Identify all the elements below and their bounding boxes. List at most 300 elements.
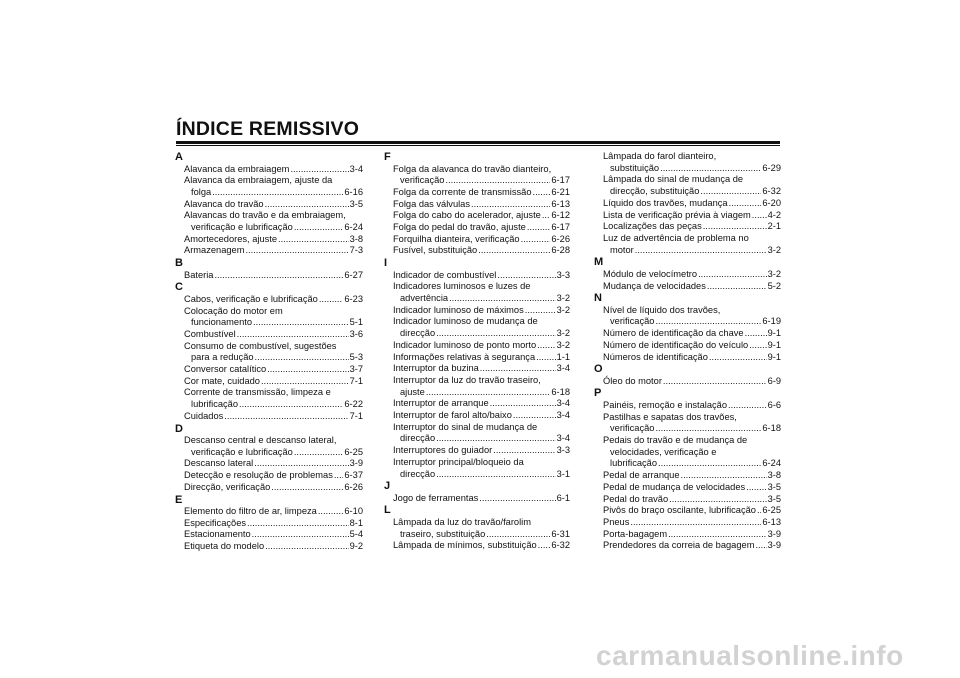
index-entry-text: Indicador de combustível (393, 269, 497, 280)
index-entry (594, 245, 781, 257)
index-entry-page: 3-4 (556, 433, 570, 444)
dot-leader (752, 210, 767, 222)
index-entry (594, 517, 781, 529)
index-entry-text: Localizações das peças (603, 221, 702, 232)
dot-leader (655, 316, 761, 328)
index-entry-page: 6-37 (344, 470, 363, 481)
index-letter-heading: D (175, 422, 183, 435)
index-entry-page: 3-2 (556, 328, 570, 339)
index-entry (384, 540, 570, 552)
index-entry-page: 6-10 (344, 506, 363, 517)
index-entry (594, 186, 781, 198)
dot-leader (707, 281, 767, 293)
index-entry-text: verificação (610, 316, 655, 327)
index-entry-text: Folga da corrente de transmissão (393, 186, 532, 197)
index-entry (594, 423, 781, 435)
index-letter-heading: P (594, 387, 602, 400)
index-entry-text: verificação e lubrificação (191, 222, 293, 233)
index-entry-page: 6-1 (556, 492, 570, 503)
index-entry-line: Alavancas do travão e da embraiagem, (184, 210, 346, 221)
index-entry-page: 6-31 (551, 528, 570, 539)
dot-leader (252, 529, 349, 541)
dot-leader (709, 352, 767, 364)
index-entry-page: 7-3 (349, 245, 363, 256)
index-entry (175, 222, 363, 234)
index-entry (594, 458, 781, 470)
dot-leader (271, 482, 343, 494)
index-entry-page: 9-2 (349, 541, 363, 552)
index-entry (175, 518, 363, 530)
index-entry-page: 7-1 (349, 375, 363, 386)
index-entry-text: Alavanca do travão (184, 198, 264, 209)
index-entry (384, 222, 570, 234)
dot-leader (728, 400, 767, 412)
dot-leader (493, 445, 555, 457)
index-entry (175, 506, 363, 518)
dot-leader (224, 411, 348, 423)
index-entry (594, 529, 781, 541)
dot-leader (480, 363, 556, 375)
dot-leader (635, 245, 767, 257)
dot-leader (212, 187, 343, 199)
index-entry-page: 4-2 (767, 209, 781, 220)
index-entry-text: Fusível, substituição (393, 245, 478, 256)
index-entry-text: Óleo do motor (603, 375, 662, 386)
index-entry (594, 482, 781, 494)
index-entry-line: Pedais do travão e de mudança de (603, 435, 748, 446)
index-entry (384, 293, 570, 305)
dot-leader (436, 469, 555, 481)
index-entry (175, 294, 363, 306)
index-entry-text: Módulo de velocímetro (603, 268, 698, 279)
index-entry-page: 3-4 (556, 410, 570, 421)
dot-leader (319, 294, 344, 306)
index-entry-text: Prendedores da correia de bagagem (603, 540, 755, 551)
index-entry-text: Número de identificação do veículo (603, 339, 749, 350)
index-entry-page: 3-2 (767, 244, 781, 255)
index-entry (594, 400, 781, 412)
index-entry-line: Nível de líquido dos travões, (603, 304, 721, 315)
index-entry-line: Indicadores luminosos e luzes de (393, 281, 531, 292)
dot-leader (449, 293, 555, 305)
index-entry-text: motor (610, 244, 634, 255)
index-entry-page: 6-28 (551, 245, 570, 256)
index-entry (384, 175, 570, 187)
index-entry-text: Pivôs do braço oscilante, lubrificação (603, 505, 756, 516)
index-entry-page: 3-8 (767, 470, 781, 481)
dot-leader (214, 270, 343, 282)
title-rule-thick (176, 141, 780, 144)
index-letter-heading: F (384, 151, 391, 163)
index-entry-line: Lâmpada do sinal de mudança de (603, 174, 744, 185)
index-entry (175, 352, 363, 364)
index-entry-page: 6-21 (551, 186, 570, 197)
index-letter-heading: M (594, 256, 604, 269)
dot-leader (527, 222, 551, 234)
index-entry-page: 6-17 (551, 222, 570, 233)
index-entry-text: Jogo de ferramentas (393, 492, 479, 503)
index-entry-text: Números de identificação (603, 351, 708, 362)
index-entry-text: Detecção e resolução de problemas (184, 470, 333, 481)
index-entry (175, 541, 363, 553)
index-entry-text: Conversor catalítico (184, 364, 267, 375)
index-entry (384, 363, 570, 375)
index-entry-text: Estacionamento (184, 529, 251, 540)
dot-leader (490, 398, 556, 410)
dot-leader (486, 529, 550, 541)
dot-leader (290, 164, 348, 176)
index-entry (384, 340, 570, 352)
index-entry-line: Alavanca da embraiagem, ajuste da (184, 175, 333, 186)
index-entry-page: 9-1 (767, 339, 781, 350)
index-entry-text: Pedal de arranque (603, 470, 680, 481)
index-column-3 (594, 151, 781, 552)
index-entry-line: Pastilhas e sapatas dos travões, (603, 411, 737, 422)
index-entry-text: lubrificação (191, 399, 239, 410)
watermark: carmanualsonline.info (596, 640, 904, 671)
index-entry (594, 540, 781, 552)
index-entry-page: 6-13 (551, 198, 570, 209)
index-entry-text: Direcção, verificação (184, 481, 271, 492)
index-letter-heading: C (175, 281, 183, 294)
index-entry-text: folga (191, 186, 212, 197)
index-entry-text: Amortecedores, ajuste (184, 233, 278, 244)
index-entry-page: 6-26 (551, 233, 570, 244)
index-entry-page: 5-2 (767, 280, 781, 291)
index-entry-page: 3-9 (767, 540, 781, 551)
index-entry (175, 447, 363, 459)
index-entry (384, 328, 570, 340)
index-entry (175, 187, 363, 199)
index-entry-page: 3-3 (556, 445, 570, 456)
index-entry-line: Interruptor do sinal de mudança de (393, 421, 538, 432)
dot-leader (681, 470, 767, 482)
index-entry (384, 245, 570, 257)
index-entry-page: 3-2 (556, 293, 570, 304)
index-entry-text: Folga do cabo do acelerador, ajuste (393, 210, 541, 221)
index-entry-page: 6-27 (344, 269, 363, 280)
index-letter-heading: J (384, 480, 391, 493)
index-entry (384, 210, 570, 222)
index-entry-page: 3-7 (349, 364, 363, 375)
index-entry (175, 329, 363, 341)
dot-leader (426, 387, 551, 399)
index-entry-page: 1-1 (556, 351, 570, 362)
index-entry-text: verificação (610, 423, 655, 434)
index-entry-page: 6-32 (762, 186, 781, 197)
dot-leader (265, 541, 348, 553)
index-entry-line: Consumo de combustível, sugestões (184, 340, 337, 351)
index-column-2 (384, 151, 570, 552)
index-entry (175, 529, 363, 541)
index-entry (384, 270, 570, 282)
dot-leader (533, 187, 551, 199)
index-letter-heading: O (594, 363, 603, 376)
index-entry-text: Forquilha dianteira, verificação (393, 233, 520, 244)
index-entry (384, 398, 570, 410)
index-entry-line: Descanso central e descanso lateral, (184, 435, 337, 446)
index-entry-page: 3-4 (349, 163, 363, 174)
index-entry (384, 199, 570, 211)
dot-leader (755, 540, 766, 552)
index-entry-line: velocidades, verificação e (610, 446, 717, 457)
index-entry-line: Corrente de transmissão, limpeza e (184, 387, 331, 398)
index-entry-text: Painéis, remoção e instalação (603, 399, 728, 410)
index-entry-page: 6-29 (762, 162, 781, 173)
index-entry-text: Cuidados (184, 410, 224, 421)
index-entry-page: 8-1 (349, 517, 363, 528)
index-entry-text: direcção (400, 468, 436, 479)
dot-leader (261, 376, 349, 388)
index-entry-page: 7-1 (349, 410, 363, 421)
dot-leader (655, 423, 761, 435)
index-entry (594, 340, 781, 352)
index-entry-text: Número de identificação da chave (603, 328, 744, 339)
index-entry (594, 221, 781, 233)
index-entry-text: funcionamento (191, 317, 252, 328)
index-letter-heading: N (594, 292, 602, 305)
index-entry-page: 5-3 (349, 352, 363, 363)
index-entry-page: 6-18 (551, 386, 570, 397)
dot-leader (525, 305, 556, 317)
index-entry-page: 6-23 (344, 293, 363, 304)
index-entry (384, 234, 570, 246)
index-entry (594, 328, 781, 340)
index-entry-text: Pedal de mudança de velocidades (603, 481, 746, 492)
index-entry-text: ajuste (400, 386, 425, 397)
index-entry-text: Lista de verificação prévia à viagem (603, 209, 751, 220)
index-entry (594, 198, 781, 210)
index-entry-text: Etiqueta do modelo (184, 541, 265, 552)
index-entry (175, 164, 363, 176)
dot-leader (294, 222, 344, 234)
index-entry-text: Elemento do filtro de ar, limpeza (184, 506, 317, 517)
index-entry-text: Indicador luminoso de ponto morto (393, 339, 537, 350)
dot-leader (663, 376, 767, 388)
dot-leader (318, 506, 344, 518)
index-entry-page: 6-16 (344, 186, 363, 197)
index-entry (175, 364, 363, 376)
index-entry-text: Indicador luminoso de máximos (393, 304, 524, 315)
index-entry-page: 6-19 (762, 316, 781, 327)
dot-leader (436, 328, 555, 340)
dot-leader (278, 234, 349, 246)
index-entry-line: Luz de advertência de problema no (603, 232, 749, 243)
dot-leader (669, 494, 766, 506)
dot-leader (513, 410, 556, 422)
index-entry (175, 399, 363, 411)
dot-leader (237, 329, 349, 341)
dot-leader (479, 493, 555, 505)
index-entry-page: 3-6 (349, 328, 363, 339)
dot-leader (698, 269, 767, 281)
index-entry-page: 6-13 (762, 516, 781, 527)
index-entry-page: 6-17 (551, 175, 570, 186)
index-entry (175, 245, 363, 257)
index-entry-text: Porta-bagagem (603, 528, 668, 539)
title-rule-thin (176, 145, 780, 146)
index-entry-text: Interruptor da buzina (393, 363, 479, 374)
index-entry-text: direcção, substituição (610, 186, 700, 197)
index-entry (175, 470, 363, 482)
dot-leader (445, 175, 550, 187)
index-entry-page: 6-25 (344, 446, 363, 457)
index-entry-page: 3-8 (349, 233, 363, 244)
index-entry (384, 352, 570, 364)
dot-leader (265, 199, 349, 211)
index-entry-line: Interruptor da luz do travão traseiro, (393, 374, 541, 385)
index-entry-text: Combustível (184, 328, 236, 339)
index-column-1 (175, 151, 363, 553)
index-entry (384, 410, 570, 422)
index-entry (594, 505, 781, 517)
index-letter-heading: B (175, 257, 183, 270)
dot-leader (239, 399, 343, 411)
dot-leader (757, 505, 761, 517)
index-entry (594, 376, 781, 388)
index-entry (175, 317, 363, 329)
index-entry-text: verificação (400, 175, 445, 186)
dot-leader (537, 340, 555, 352)
index-entry-page: 6-25 (762, 505, 781, 516)
dot-leader (245, 245, 348, 257)
index-entry-line: Lâmpada do farol dianteiro, (603, 151, 717, 161)
dot-leader (497, 270, 555, 282)
index-entry-text: Interruptores do guiador (393, 445, 493, 456)
index-entry-text: direcção (400, 328, 436, 339)
index-entry (175, 458, 363, 470)
index-entry (594, 494, 781, 506)
index-entry (175, 376, 363, 388)
index-entry-text: Pneus (603, 516, 630, 527)
index-entry-page: 3-5 (767, 481, 781, 492)
dot-leader (700, 186, 761, 198)
index-entry-text: Armazenagem (184, 245, 245, 256)
index-entry-text: Lâmpada de mínimos, substituição (393, 540, 537, 551)
index-entry (384, 305, 570, 317)
index-entry (594, 352, 781, 364)
index-entry-page: 6-26 (344, 481, 363, 492)
index-entry-page: 3-9 (349, 458, 363, 469)
index-entry-page: 3-2 (556, 339, 570, 350)
index-entry-page: 6-24 (344, 222, 363, 233)
dot-leader (660, 163, 761, 175)
index-entry-text: Interruptor de arranque (393, 398, 489, 409)
index-entry (175, 199, 363, 211)
index-entry (384, 387, 570, 399)
index-entry-text: verificação e lubrificação (191, 446, 293, 457)
index-entry-page: 6-12 (551, 210, 570, 221)
index-entry-text: Descanso lateral (184, 458, 254, 469)
index-entry (175, 411, 363, 423)
index-entry (384, 529, 570, 541)
dot-leader (538, 540, 551, 552)
index-entry-line: Lâmpada da luz do travão/farolim (393, 516, 531, 527)
index-entry-page: 2-1 (767, 221, 781, 232)
index-entry-line: Folga da alavanca do travão dianteiro, (393, 163, 552, 174)
index-letter-heading: I (384, 257, 388, 270)
index-entry-text: Cor mate, cuidado (184, 375, 260, 386)
index-entry-text: Cabos, verificação e lubrificação (184, 293, 318, 304)
index-entry-text: Informações relativas à segurança (393, 351, 536, 362)
index-entry-text: Folga do pedal do travão, ajuste (393, 222, 526, 233)
index-entry-page: 3-5 (767, 493, 781, 504)
index-entry (594, 163, 781, 175)
index-entry (594, 281, 781, 293)
index-entry-line: Indicador luminoso de mudança de (393, 316, 538, 327)
dot-leader (746, 482, 766, 494)
index-entry (175, 270, 363, 282)
dot-leader (334, 470, 344, 482)
index-entry-page: 3-4 (556, 363, 570, 374)
dot-leader (253, 317, 349, 329)
index-entry-text: traseiro, substituição (400, 528, 486, 539)
index-entry (175, 482, 363, 494)
index-entry (384, 493, 570, 505)
index-entry-text: Bateria (184, 269, 214, 280)
index-entry-text: Especificações (184, 517, 247, 528)
index-letter-heading: A (175, 151, 183, 163)
dot-leader (536, 352, 555, 364)
index-entry-page: 6-20 (762, 197, 781, 208)
dot-leader (436, 433, 555, 445)
index-entry (594, 470, 781, 482)
index-entry-page: 3-5 (349, 198, 363, 209)
dot-leader (255, 352, 349, 364)
index-entry-text: Líquido dos travões, mudança (603, 197, 728, 208)
dot-leader (745, 328, 767, 340)
page-title: ÍNDICE REMISSIVO (176, 118, 360, 140)
index-entry (384, 469, 570, 481)
index-entry-text: advertência (400, 293, 449, 304)
index-entry-text: Interruptor de farol alto/baixo (393, 410, 512, 421)
index-entry-text: Folga das válvulas (393, 198, 470, 209)
dot-leader (749, 340, 766, 352)
dot-leader (668, 529, 766, 541)
dot-leader (658, 458, 761, 470)
index-entry-text: Alavanca da embraiagem (184, 163, 290, 174)
index-entry-page: 5-4 (349, 529, 363, 540)
index-letter-heading: L (384, 504, 391, 517)
index-entry-page: 6-32 (551, 540, 570, 551)
index-letter-heading: E (175, 493, 183, 506)
index-entry-page: 3-2 (556, 304, 570, 315)
index-entry-text: direcção (400, 433, 436, 444)
dot-leader (247, 518, 349, 530)
dot-leader (521, 234, 551, 246)
dot-leader (294, 447, 344, 459)
index-entry (175, 234, 363, 246)
dot-leader (471, 199, 550, 211)
index-entry-page: 6-22 (344, 399, 363, 410)
dot-leader (267, 364, 348, 376)
index-entry (594, 316, 781, 328)
index-entry (384, 445, 570, 457)
index-entry-page: 3-3 (556, 269, 570, 280)
index-entry-text: lubrificação (610, 458, 658, 469)
index-entry-text: substituição (610, 162, 660, 173)
dot-leader (729, 198, 762, 210)
index-entry-page: 6-24 (762, 458, 781, 469)
dot-leader (703, 221, 767, 233)
index-entry-page: 3-9 (767, 528, 781, 539)
index-entry-page: 3-4 (556, 398, 570, 409)
index-entry (384, 187, 570, 199)
index-entry-page: 6-9 (767, 375, 781, 386)
index-entry-page: 3-2 (767, 268, 781, 279)
index-entry-page: 9-1 (767, 351, 781, 362)
dot-leader (542, 210, 551, 222)
